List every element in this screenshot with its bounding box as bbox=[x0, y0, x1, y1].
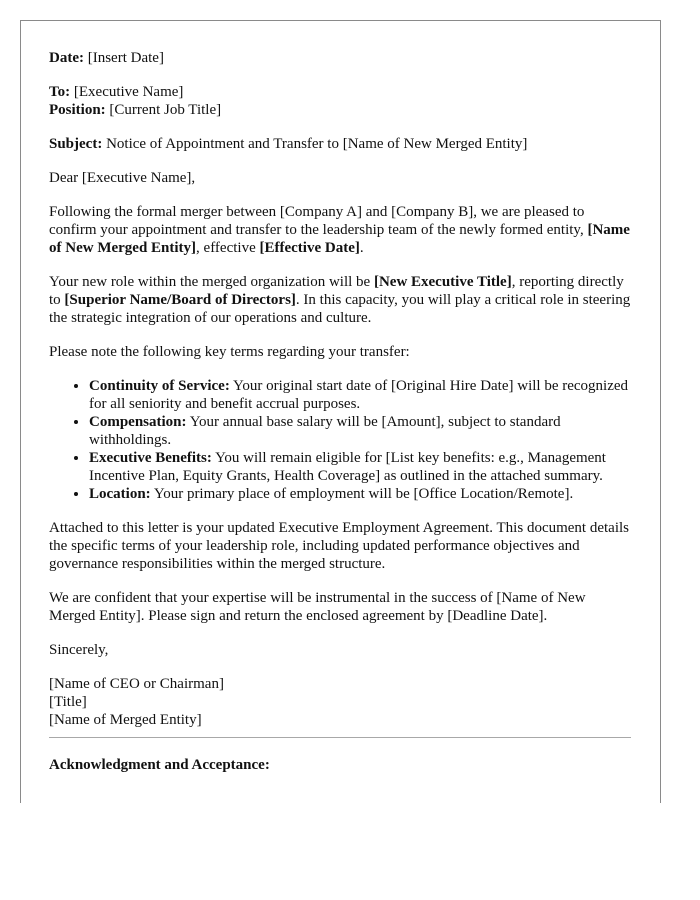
position-label: Position: bbox=[49, 102, 106, 118]
signatory-name: [Name of CEO or Chairman] bbox=[49, 676, 224, 692]
subject-line bbox=[49, 135, 631, 153]
merged-entity-placeholder: [Name of New Merged Entity] bbox=[49, 222, 630, 256]
term-text: Your original start date of [Original Hire Date] will be recognized for all seniority and benefit accrual purposes. bbox=[89, 378, 629, 412]
paragraph-role bbox=[49, 273, 631, 327]
term-label: Location: bbox=[89, 486, 151, 502]
term-label: Executive Benefits: bbox=[89, 450, 212, 466]
paragraph-agreement: Attached to this letter is your updated Executive Employment Agreement. This document details the specific terms of your leadership role, including updated performance objectives and governance responsibilities within the merged structure. bbox=[49, 520, 629, 572]
term-label: Continuity of Service: bbox=[89, 378, 230, 394]
term-text: You will remain eligible for [List key benefits: e.g., Management Incentive Plan, Equity Grants, Health Coverage] as outlined in the attached summary. bbox=[89, 450, 606, 484]
signatory-entity: [Name of Merged Entity] bbox=[49, 712, 202, 728]
position-line bbox=[49, 101, 631, 119]
list-item bbox=[89, 413, 631, 449]
term-label: Compensation: bbox=[89, 414, 187, 430]
to-value: [Executive Name] bbox=[73, 84, 184, 100]
to-label: To: bbox=[49, 84, 71, 100]
paragraph-role-text-b: , reporting directly to bbox=[49, 274, 624, 308]
signatory-title: [Title] bbox=[49, 694, 87, 710]
executive-title-placeholder: [New Executive Title] bbox=[373, 274, 512, 290]
superior-placeholder: [Superior Name/Board of Directors] bbox=[64, 292, 296, 308]
terms-list bbox=[49, 377, 631, 503]
paragraph-role-text-a: Your new role within the merged organization will be bbox=[49, 274, 374, 290]
subject-label: Subject: bbox=[49, 136, 103, 152]
closing: Sincerely, bbox=[49, 642, 109, 658]
paragraph-merger bbox=[49, 203, 631, 257]
paragraph-merger-text-a: Following the formal merger between [Company A] and [Company B], we are pleased to confirm your appointment and transfer to the leadership team of the newly formed entity, bbox=[49, 204, 588, 238]
section-divider bbox=[49, 737, 631, 738]
date-line bbox=[49, 49, 631, 67]
to-line bbox=[49, 83, 631, 101]
acknowledgment-heading: Acknowledgment and Acceptance: bbox=[49, 757, 270, 773]
signature-block bbox=[49, 675, 631, 729]
position-value: [Current Job Title] bbox=[109, 102, 222, 118]
terms-intro: Please note the following key terms regarding your transfer: bbox=[49, 344, 410, 360]
date-label: Date: bbox=[49, 50, 84, 66]
recipient-block bbox=[49, 83, 631, 119]
term-text: Your primary place of employment will be [Office Location/Remote]. bbox=[150, 486, 574, 502]
salutation: Dear [Executive Name], bbox=[49, 170, 196, 186]
paragraph-merger-text-c: . bbox=[359, 240, 364, 256]
paragraph-confidence: We are confident that your expertise will be instrumental in the success of [Name of New Merged Entity]. Please sign and return the enclosed agreement by [Deadline Date]. bbox=[49, 590, 586, 624]
subject-value: Notice of Appointment and Transfer to [Name of New Merged Entity] bbox=[106, 136, 528, 152]
paragraph-merger-text-b: , effective bbox=[196, 240, 260, 256]
paragraph-role-text-c: . In this capacity, you will play a critical role in steering the strategic integration of our operations and culture. bbox=[49, 292, 631, 326]
list-item bbox=[89, 449, 631, 485]
date-value: [Insert Date] bbox=[87, 50, 164, 66]
list-item bbox=[89, 377, 631, 413]
term-text: Your annual base salary will be [Amount], subject to standard withholdings. bbox=[89, 414, 561, 448]
list-item bbox=[89, 485, 631, 503]
effective-date-placeholder: [Effective Date] bbox=[259, 240, 360, 256]
letter-page bbox=[20, 20, 661, 803]
